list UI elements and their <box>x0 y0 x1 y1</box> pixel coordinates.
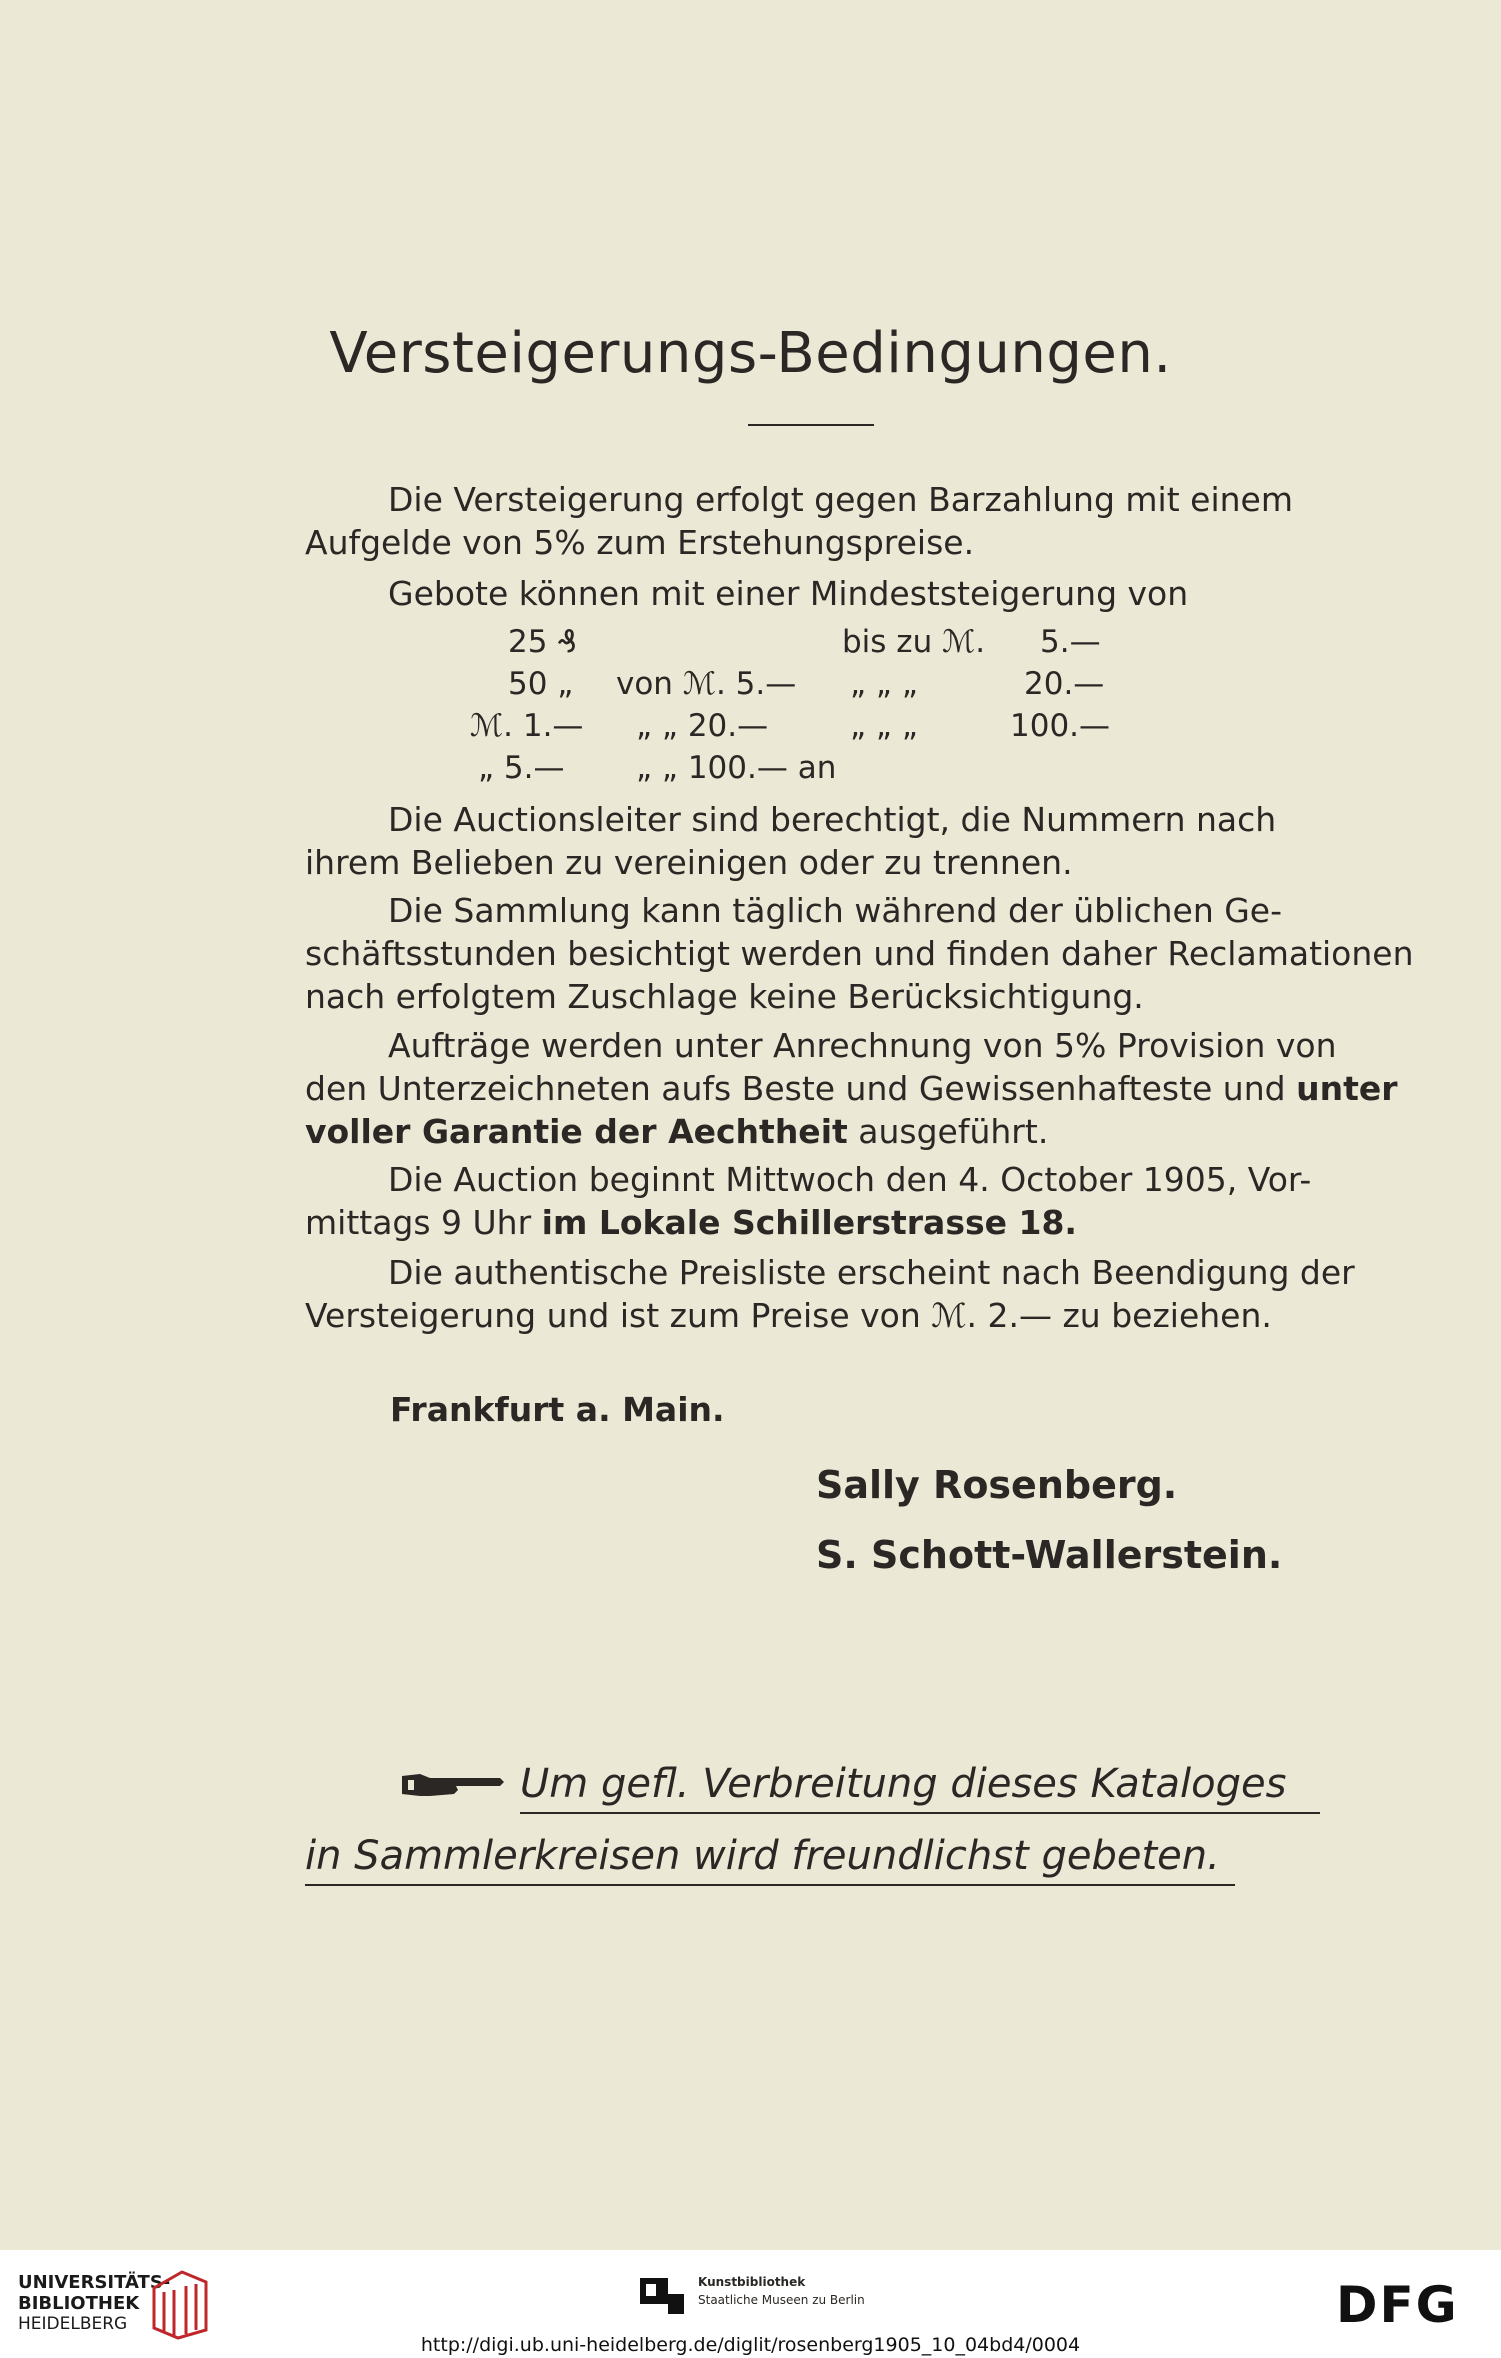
notice-line-1: Um gefl. Verbreitung dieses Kataloges <box>520 1761 1287 1807</box>
paragraph-6-emphasis: im Lokale Schillerstrasse 18. <box>541 1203 1077 1242</box>
bid-row-4-col-b: „ „ 100.— an <box>636 750 837 786</box>
signature-2: S. Schott-Wallerstein. <box>816 1533 1283 1577</box>
paragraph-6-line-2 <box>305 1203 1077 1243</box>
notice-underline-2 <box>305 1884 1235 1886</box>
paragraph-4-line-3: nach erfolgtem Zuschlage keine Berücksichtigung. <box>305 977 1144 1016</box>
ub-line-2: BIBLIOTHEK <box>18 2293 140 2314</box>
paragraph-5-line-3 <box>305 1112 1048 1152</box>
paragraph-7-line-2: Versteigerung und ist zum Preise von ℳ. 2.— zu beziehen. <box>305 1296 1272 1335</box>
paragraph-7-line-1: Die authentische Preisliste erscheint nach Beendigung der <box>388 1253 1355 1292</box>
bid-row-1-col-c: bis zu ℳ. <box>842 624 986 660</box>
bid-row-3-col-c: „ „ „ <box>850 708 918 744</box>
paragraph-1-line-2: Aufgelde von 5% zum Erstehungspreise. <box>305 523 975 562</box>
bid-row-1-col-d: 5.— <box>1040 624 1101 660</box>
ub-heidelberg-logo-icon <box>148 2268 210 2344</box>
paragraph-3-line-1: Die Auctionsleiter sind berechtigt, die Nummern nach <box>388 800 1277 839</box>
paragraph-5-line-2 <box>305 1069 1398 1109</box>
paragraph-5-emphasis-2: voller Garantie der Aechtheit <box>305 1112 848 1151</box>
kunstbibliothek-logo-icon <box>640 2274 684 2318</box>
notice-line-2: in Sammlerkreisen wird freundlichst gebeten. <box>305 1833 1220 1879</box>
paragraph-5-line-3-text: ausgeführt. <box>858 1112 1049 1151</box>
pointing-hand-icon <box>400 1770 504 1804</box>
bid-row-2-col-b: von ℳ. 5.— <box>616 666 797 702</box>
paragraph-5-emphasis-1: unter <box>1296 1069 1398 1108</box>
bid-row-3-col-b: „ „ 20.— <box>636 708 769 744</box>
paragraph-3-line-2: ihrem Belieben zu vereinigen oder zu trennen. <box>305 843 1073 882</box>
place-line: Frankfurt a. Main. <box>390 1390 725 1429</box>
kunstbibliothek-name: Kunstbibliothek <box>698 2275 806 2289</box>
bid-row-4-col-a: „ 5.— <box>478 750 565 786</box>
page-title: Versteigerungs-Bedingungen. <box>329 321 1172 386</box>
paragraph-6-line-1: Die Auction beginnt Mittwoch den 4. October 1905, Vor- <box>388 1160 1312 1199</box>
permalink-url[interactable]: http://digi.ub.uni-heidelberg.de/diglit/rosenberg1905_10_04bd4/0004 <box>420 2334 1081 2356</box>
paragraph-2-line-1: Gebote können mit einer Mindeststeigerung von <box>388 574 1189 613</box>
library-footer <box>0 2250 1501 2358</box>
bid-row-1-col-a: 25 ₰ <box>508 624 578 660</box>
paragraph-5-line-2-text: den Unterzeichneten aufs Beste und Gewissenhafteste und <box>305 1069 1286 1108</box>
bid-row-2-col-d: 20.— <box>1024 666 1105 702</box>
signature-1: Sally Rosenberg. <box>816 1463 1178 1507</box>
bid-row-3-col-a: ℳ. 1.— <box>470 708 584 744</box>
ub-line-1: UNIVERSITÄTS- <box>18 2272 171 2293</box>
paragraph-4-line-2: schäftsstunden besichtigt werden und finden daher Reclamationen <box>305 934 1414 973</box>
notice-underline-1 <box>520 1812 1320 1814</box>
paragraph-6-line-2-text: mittags 9 Uhr <box>305 1203 532 1242</box>
paragraph-4-line-1: Die Sammlung kann täglich während der üblichen Ge- <box>388 891 1283 930</box>
kunstbibliothek-subtitle: Staatliche Museen zu Berlin <box>698 2293 865 2307</box>
paragraph-5-line-1: Aufträge werden unter Anrechnung von 5% Provision von <box>388 1026 1337 1065</box>
bid-row-2-col-a: 50 „ <box>508 666 574 702</box>
dfg-logo: DFG <box>1336 2276 1459 2334</box>
bid-row-2-col-c: „ „ „ <box>850 666 918 702</box>
paragraph-1-line-1: Die Versteigerung erfolgt gegen Barzahlung mit einem <box>388 480 1293 519</box>
title-divider <box>748 424 874 426</box>
ub-line-3: HEIDELBERG <box>18 2314 128 2334</box>
bid-row-3-col-d: 100.— <box>1010 708 1111 744</box>
